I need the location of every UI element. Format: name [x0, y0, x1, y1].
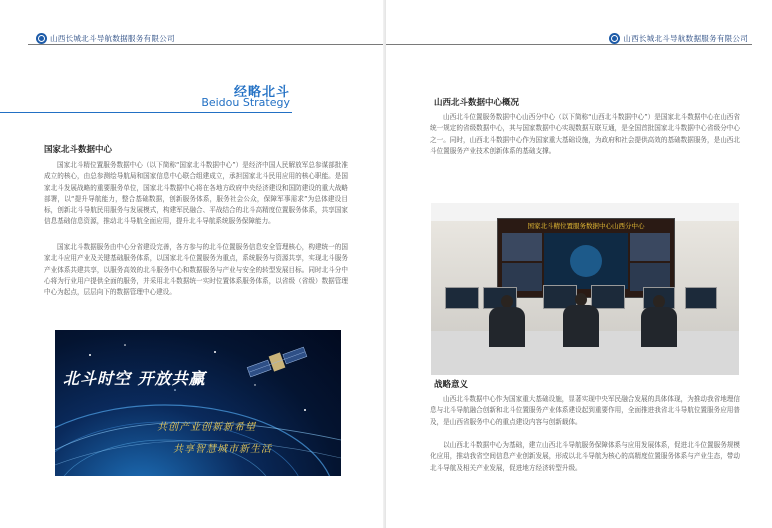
company-logo-icon	[36, 33, 47, 44]
company-name-left: 山西长城北斗导航数据服务有限公司	[50, 33, 175, 43]
paragraph-strategic-2: 以山西北斗数据中心为基础，建立山西北斗导航服务保障体系与应用发展体系，促进北斗位置服务规模化应用，推动我省空间信息产业创新发展，形成以北斗导航为核心的高精度位置服务体系与产业生态，带动北斗导航及相关产业发展，促进地方经济转型升级。	[430, 441, 740, 472]
banner-slogan-line1: 共创产业创新新希望	[157, 422, 256, 433]
subheading-shanxi-center: 山西北斗数据中心概况	[434, 98, 520, 108]
header-rule-left	[28, 44, 386, 45]
banner-slogan-main: 北斗时空 开放共赢	[63, 369, 206, 388]
beidou-banner-image	[55, 330, 341, 476]
company-name-right: 山西长城北斗导航数据服务有限公司	[623, 33, 748, 43]
paragraph-shanxi-center: 山西北斗位置服务数据中心山西分中心（以下简称“山西北斗数据中心”）是国家北斗数据中心在山西省统一规定的省级数据中心，其与国家数据中心实现数据互联互通，是全国首批国家北斗数据中心省级分中心之一。同时，山西北斗数据中心作为国家重大基础设施，为政府和社会提供高效的基础数据服务，是山西北斗位置服务产业技术创新体系的基础支撑。	[430, 113, 740, 155]
header-rule-right	[386, 44, 752, 45]
paragraph-strategic-1: 山西北斗数据中心作为国家重大基础设施，显著实现中央军民融合发展的具体体现，为推动我省地理信息与北斗导航融合创新和北斗位置服务产业体系建设起到重要作用，全面推进我省北斗导航位置服务应用普及，是山西省服务中心的重点建设内容与创新载体。	[430, 395, 740, 426]
section-title: 经略北斗	[233, 85, 290, 100]
control-room-photo	[431, 203, 739, 375]
video-wall	[497, 218, 675, 298]
video-wall-title: 国家北斗精位置服务数据中心山西分中心	[527, 222, 645, 230]
paragraph-national-center-1: 国家北斗精位置服务数据中心（以下简称“国家北斗数据中心”）是经济中国人民解放军总参谋部批准成立的核心，由总参测绘导航局和国家信息中心联合组建成立，承担国家北斗民用应用的核心职能。是国家北斗发展战略的重要服务单位，国家北斗数据中心将在各地方政府中央经济建设和国防建设的重大战略部署，以“提升导航能力，整合基础数据，创新服务体系，服务社会公众，保障军事需求”为总体建设目标，创新北斗导航民用服务与发展模式，构建军民融合、平战结合的北斗高精度位置服务体系，共享国家信息基础信息资源，推动北斗导航全面应用，提升北斗导航系统服务保障能力。	[44, 161, 348, 226]
satellite-icon	[246, 344, 308, 380]
left-header	[36, 31, 175, 45]
subheading-strategic-significance: 战略意义	[434, 380, 469, 390]
company-logo-icon	[609, 33, 620, 44]
subheading-national-center: 国家北斗数据中心	[44, 145, 113, 155]
right-page	[386, 0, 772, 528]
section-title-rule	[0, 112, 292, 113]
banner-slogan-line2: 共享智慧城市新生活	[173, 444, 272, 455]
section-title-en: Beidou Strategy	[201, 96, 290, 109]
right-header	[609, 31, 748, 45]
paragraph-national-center-2: 国家北斗数据服务由中心分省建设完善，各方参与的北斗位置服务信息安全管理核心，构建统一的国家北斗应用产业及关键基础服务体系，以国家北斗位置服务为重点，系统服务与资源共享，实现北斗服务产业体系共建共享，以服务高效的北斗服务中心和数据服务与产业与安全的转型发展目标。同时北斗分中心将为行业用户提供全面的服务，并采用北斗数据统一实时位置体系服务体系，以省级（省级）数据管理中心为起点，层层向下的数据管理中心建设。	[44, 243, 348, 297]
